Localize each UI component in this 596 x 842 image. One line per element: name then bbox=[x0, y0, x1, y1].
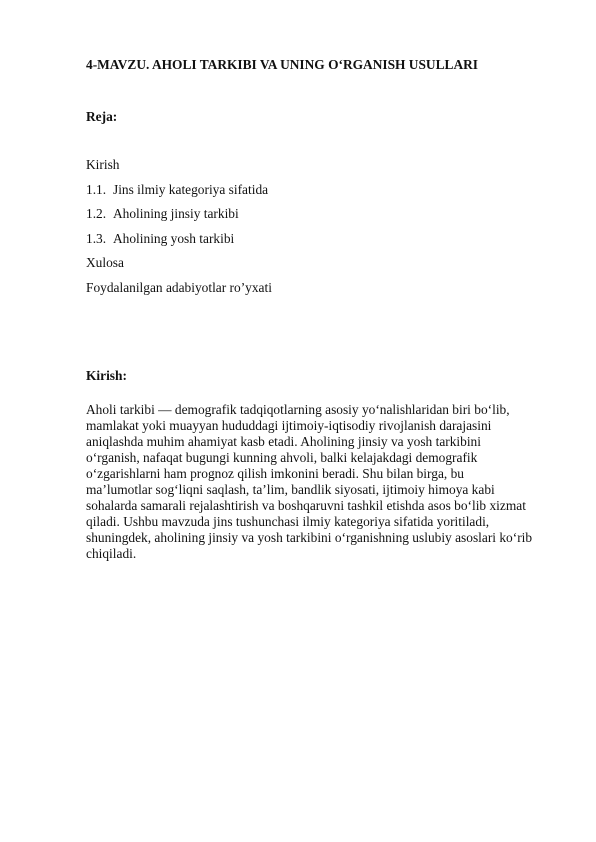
paragraph-line: o‘rganish, nafaqat bugungi kunning ahvoli, balki kelajakdagi demografik bbox=[86, 450, 478, 465]
paragraph-line: mamlakat yoki muayyan hududdagi ijtimoiy-iqtisodiy rivojlanish darajasini bbox=[86, 418, 492, 433]
plan-list bbox=[86, 157, 272, 304]
intro-heading: Kirish: bbox=[86, 368, 127, 383]
plan-item-number: 1.1. bbox=[86, 181, 107, 197]
paragraph-line: aniqlashda muhim ahamiyat kasb etadi. Aholining jinsiy va yosh tarkibini bbox=[86, 434, 481, 449]
plan-item-number: 1.2. bbox=[86, 206, 107, 221]
plan-item bbox=[86, 157, 272, 173]
paragraph-line: chiqiladi. bbox=[86, 546, 137, 561]
paragraph-line: shuningdek, aholining jinsiy va yosh tarkibini o‘rganishning uslubiy asoslari ko‘rib bbox=[86, 530, 533, 545]
plan-heading: Reja: bbox=[86, 109, 118, 124]
plan-item bbox=[86, 231, 272, 247]
plan-item-text: Jins ilmiy kategoriya sifatida bbox=[113, 181, 269, 197]
paragraph-line: sohalarda samarali rejalashtirish va boshqaruvni tashkil etishda asos bo‘lib xizmat bbox=[86, 498, 526, 513]
plan-item bbox=[86, 280, 272, 296]
plan-item bbox=[86, 255, 272, 271]
plan-item-text: Aholining yosh tarkibi bbox=[113, 230, 235, 246]
intro-paragraph bbox=[86, 402, 556, 562]
paragraph-line: Aholi tarkibi — demografik tadqiqotlarning asosiy yo‘nalishlaridan biri bo‘lib, bbox=[86, 402, 510, 417]
paragraph-line: qiladi. Ushbu mavzuda jins tushunchasi ilmiy kategoriya sifatida yoritiladi, bbox=[86, 514, 490, 529]
document-title: 4-MAVZU. AHOLI TARKIBI VA UNING O‘RGANISH USULLARI bbox=[86, 57, 478, 72]
paragraph-line: o‘zgarishlarni ham prognoz qilish imkonini beradi. Shu bilan birga, bu bbox=[86, 466, 464, 481]
plan-item-number: 1.3. bbox=[86, 230, 107, 246]
plan-item-text: Xulosa bbox=[86, 255, 124, 270]
plan-item bbox=[86, 206, 272, 222]
plan-item bbox=[86, 182, 272, 198]
plan-item-text: Foydalanilgan adabiyotlar ro’yxati bbox=[86, 279, 272, 295]
plan-item-text: Aholining jinsiy tarkibi bbox=[113, 206, 239, 221]
plan-item-text: Kirish bbox=[86, 157, 120, 172]
paragraph-line: ma’lumotlar sog‘liqni saqlash, ta’lim, bandlik siyosati, ijtimoiy himoya kabi bbox=[86, 482, 495, 497]
